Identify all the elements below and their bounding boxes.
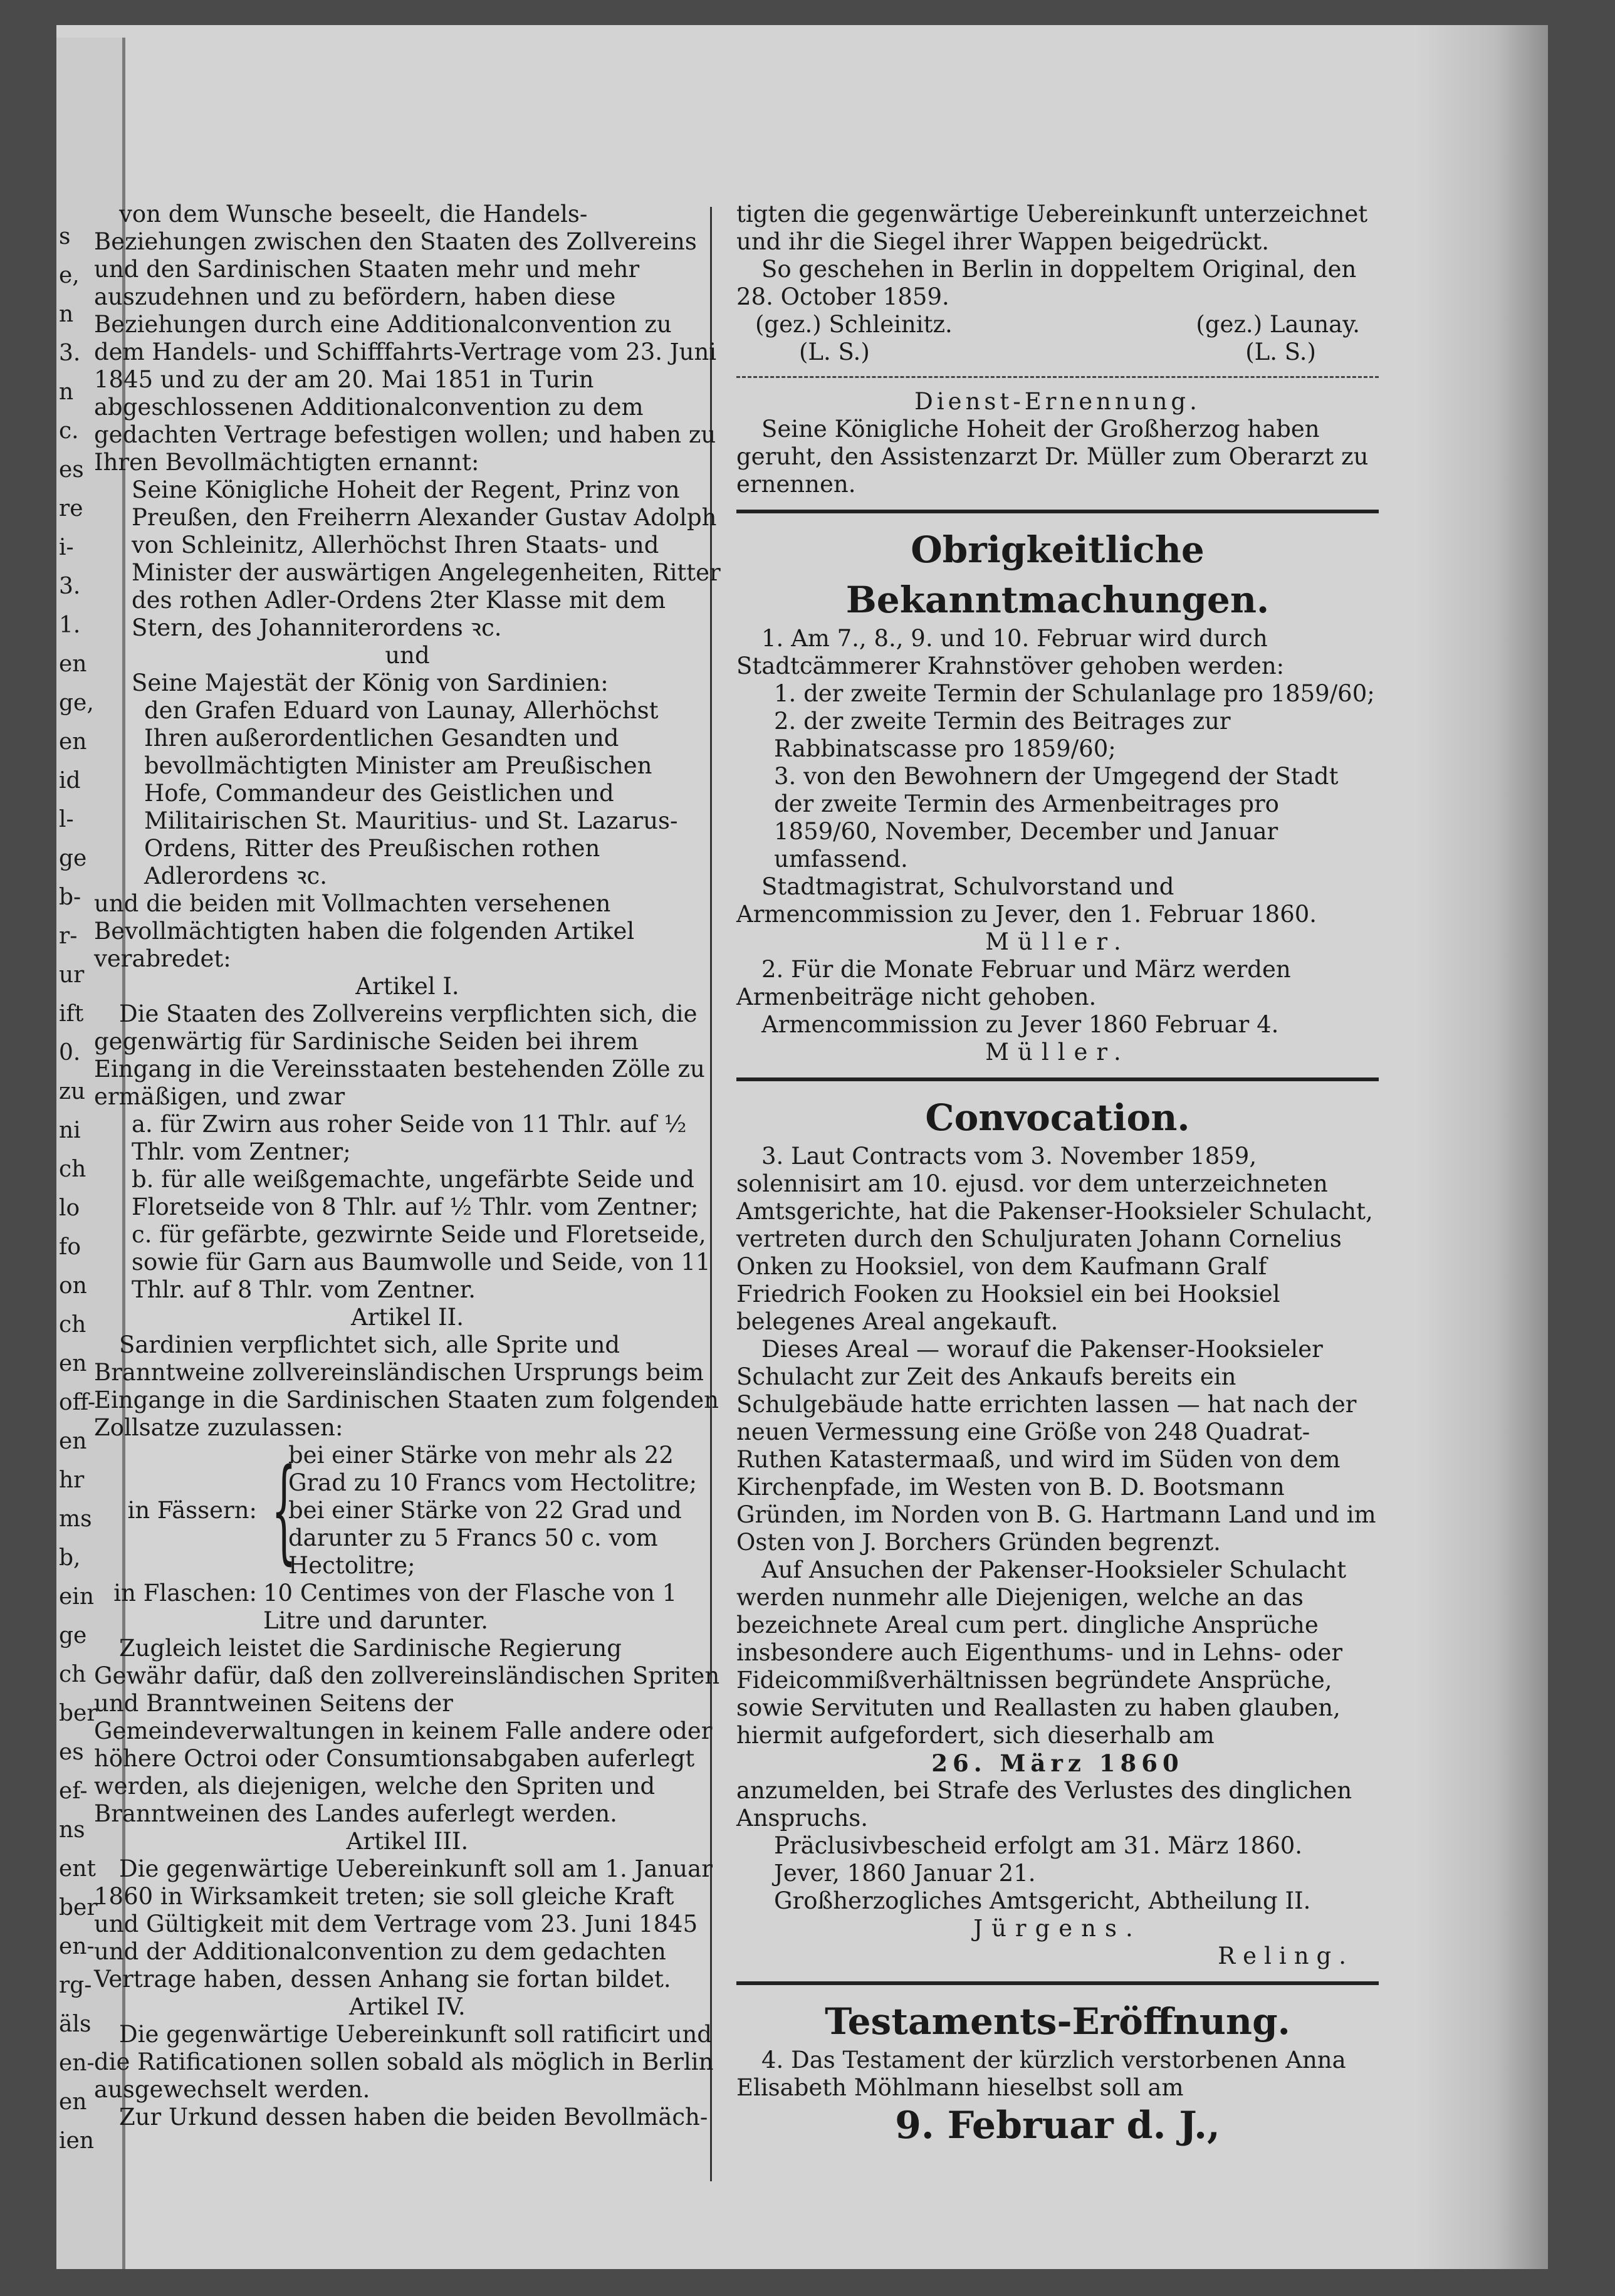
notice-1-item-1: 1. der zweite Termin der Schulanlage pro 1859/60; — [774, 680, 1375, 707]
facing-page-fragment: zu — [59, 1079, 86, 1104]
facing-page-fragment: hr — [59, 1467, 85, 1493]
divider-thick-2 — [736, 1077, 1379, 1081]
facing-page-fragment: ni — [59, 1118, 81, 1143]
facing-page-fragment: 3. — [59, 574, 81, 599]
facing-page-fragment: off- — [59, 1390, 96, 1415]
prussia-plenipotentiary: Seine Königliche Hoheit der Regent, Prinz von Preußen, den Freiherrn Alexander Gustav Adolph von Schleinitz, Allerhöchst Ihren Staats- und Minister der auswärtigen Angelegenheiten, Ritter des rothen Adler-Ordens 2ter Klasse mit dem Stern, des Johanniterordens ꝛc. — [132, 476, 721, 641]
facing-page-fragment: ur — [59, 962, 85, 988]
treaty-continuation: tigten die gegenwärtige Uebereinkunft unterzeichnet und ihr die Siegel ihrer Wappen beigedrückt. — [736, 201, 1368, 255]
facing-page-fragment: ien — [59, 2128, 95, 2154]
right-column — [736, 201, 1379, 2149]
facing-page-fragment: es — [59, 1739, 84, 1765]
convocation-anmelden: anzumelden, bei Strafe des Verlustes des dinglichen Anspruchs. — [736, 1777, 1352, 1832]
reling-signature: Reling. — [1218, 1942, 1354, 1969]
page-edge-shadow — [1416, 25, 1548, 2269]
signature-launay: (gez.) Launay. — [1196, 311, 1360, 338]
article-1-title: Artikel I. — [355, 973, 459, 1000]
facing-page-fragment: e, — [59, 263, 80, 288]
facing-page-fragment: b- — [59, 884, 81, 910]
facing-page-fragment: ber — [59, 1701, 98, 1726]
faesser-rates — [288, 1442, 721, 1580]
left-column — [94, 201, 721, 2131]
convocation-place-date: Jever, 1860 Januar 21. — [774, 1860, 1036, 1887]
facing-page-fragment: ch — [59, 1156, 86, 1182]
brace-icon: { — [271, 1445, 297, 1576]
urkund-line: Zur Urkund dessen haben die beiden Bevollmäch- — [119, 2104, 708, 2131]
divider-thick-3 — [736, 1981, 1379, 1985]
facing-page-fragment: ms — [59, 1506, 92, 1532]
facing-page-fragment: 1. — [59, 612, 81, 638]
newspaper-page — [56, 25, 1548, 2269]
facing-page-fragment: ge — [59, 846, 87, 871]
convocation-ansuchen: Auf Ansuchen der Pakenser-Hooksieler Schulacht werden nunmehr alle Diejenigen, welche an das bezeichnete Areal cum pert. dingliche Ansprüche insbesondere auch Eigenthums- und in Lehns- oder Fideicommißverhältnissen begründete Ansprüche, sowie Servituten und Reallasten zu haben glauben, hiermit aufgefordert, sich dieserhalb am — [736, 1556, 1347, 1749]
facing-page-fragment: l- — [59, 807, 74, 832]
convocation-3: 3. Laut Contracts vom 3. November 1859, solennisirt am 10. ejusd. vor dem unterzeichneten Amtsgerichte, hat die Pakenser-Hooksieler Schulacht, vertreten durch den Schuljuraten Johann Cornelius Onken zu Hooksiel, von dem Kaufmann Gralf Friedrich Fooken zu Hooksiel ein bei Hooksiel belegenes Areal angekauft. — [736, 1143, 1373, 1335]
mueller-signature-2: Müller. — [985, 1039, 1130, 1066]
testament-heading: Testaments-Eröffnung. — [825, 2000, 1290, 2043]
facing-page-fragment: äls — [59, 2011, 91, 2037]
article-1-item-c: c. für gefärbte, gezwirnte Seide und Floretseide, sowie für Garn aus Baumwolle und Seide, von 11 Thlr. auf 8 Thlr. vom Zentner. — [132, 1221, 711, 1303]
facing-page-fragment: ent — [59, 1856, 96, 1882]
article-1-item-a: a. für Zwirn aus roher Seide von 11 Thlr. auf ½ Thlr. vom Zentner; — [132, 1111, 687, 1165]
dienst-title: Dienst-Ernennung. — [914, 388, 1201, 415]
facing-page-fragment: i- — [59, 535, 74, 560]
article-2-text: Sardinien verpflichtet sich, alle Sprite und Branntweine zollvereinsländischen Ursprungs beim Eingange in die Sardinischen Staaten zum folgenden Zollsatze zuzulassen: — [94, 1331, 719, 1441]
notice-2-signature: Armencommission zu Jever 1860 Februar 4. — [761, 1011, 1279, 1038]
facing-page-fragment: ch — [59, 1312, 86, 1338]
facing-page-fragment: s — [59, 224, 71, 249]
juergens-signature: Jürgens. — [973, 1915, 1142, 1942]
intro-paragraph: von dem Wunsche beseelt, die Handels-Beziehungen zwischen den Staaten des Zollvereins und den Sardinischen Staaten mehr und mehr auszudehnen und zu befördern, haben diese Beziehungen durch eine Additionalconvention zu dem Handels- und Schifffahrts-Vertrage vom 23. Juni 1845 und zu der am 20. Mai 1851 in Turin abgeschlossenen Additionalconvention zu dem gedachten Vertrage befestigen wollen; und haben zu Ihren Bevollmächtigten ernannt: — [94, 201, 717, 476]
facing-page-fragment: ein — [59, 1584, 95, 1610]
flaschen-rate: 10 Centimes von der Flasche von 1 Litre und darunter. — [263, 1580, 677, 1634]
facing-page-fragment: 0. — [59, 1040, 81, 1066]
sardinia-plenipotentiary: den Grafen Eduard von Launay, Allerhöchst Ihren außerordentlichen Gesandten und bevollmächtigten Minister am Preußischen Hofe, Commandeur des Geistlichen und Militairischen St. Mauritius- und St. Lazarus-Ordens, Ritter des Preußischen rothen Adlerordens ꝛc. — [144, 697, 678, 889]
facing-page-fragment: en — [59, 729, 87, 755]
notice-1-item-2: 2. der zweite Termin des Beitrages zur Rabbinatscasse pro 1859/60; — [774, 708, 1231, 762]
facing-page-fragment: en — [59, 1351, 87, 1376]
faesser-rate-2: bei einer Stärke von 22 Grad und darunter zu 5 Francs 50 c. vom Hectolitre; — [288, 1497, 682, 1579]
article-2-text-2: Zugleich leistet die Sardinische Regierung Gewähr dafür, daß den zollvereinsländischen Spriten und Branntweinen Seitens der Gemeindeverwaltungen in keinem Falle andere oder höhere Octroi oder Consumtionsabgaben auferlegt werden, als diejenigen, welche den Spriten und Branntweinen des Landes auferlegt werden. — [94, 1635, 720, 1827]
flaschen-label: in Flaschen: — [113, 1580, 257, 1607]
facing-page-fragment: n — [59, 379, 74, 405]
faesser-block — [94, 1442, 721, 1580]
signature-schleinitz: (gez.) Schleinitz. — [755, 311, 953, 338]
treaty-done: So geschehen in Berlin in doppeltem Original, den 28. October 1859. — [736, 256, 1357, 310]
facing-page-fragment: ber — [59, 1895, 98, 1921]
faesser-rate-1: bei einer Stärke von mehr als 22 Grad zu 10 Francs vom Hectolitre; — [288, 1442, 698, 1496]
dienst-text: Seine Königliche Hoheit der Großherzog haben geruht, den Assistenzarzt Dr. Müller zum Oberarzt zu ernennen. — [736, 416, 1369, 498]
convocation-date: 26. März 1860 — [931, 1749, 1184, 1777]
facing-page-fragment: id — [59, 768, 81, 794]
facing-page-fragment: c. — [59, 418, 79, 444]
divider-thick — [736, 510, 1379, 513]
notice-2: 2. Für die Monate Februar und März werden Armenbeiträge nicht gehoben. — [736, 956, 1291, 1010]
facing-page-fragment: ift — [59, 1001, 84, 1027]
mueller-signature-1: Müller. — [985, 928, 1130, 955]
testament-4: 4. Das Testament der kürzlich verstorbenen Anna Elisabeth Möhlmann hieselbst soll am — [736, 2047, 1346, 2101]
faesser-label: in Fässern: — [127, 1497, 257, 1524]
facing-page-fragment: en — [59, 651, 87, 677]
notice-1-signature: Stadtmagistrat, Schulvorstand und Armencommission zu Jever, den 1. Februar 1860. — [736, 873, 1317, 928]
facing-page-fragment: ef- — [59, 1778, 88, 1804]
facing-page-fragment: re — [59, 496, 83, 522]
testament-date: 9. Februar d. J., — [895, 2104, 1220, 2147]
facing-page-fragment: r- — [59, 923, 78, 949]
seal-1: (L. S.) — [799, 338, 870, 365]
article-1-text: Die Staaten des Zollvereins verpflichten sich, die gegenwärtig für Sardinische Seiden bei ihrem Eingang in die Vereinsstaaten bestehenden Zölle zu ermäßigen, und zwar — [94, 1000, 705, 1110]
divider-dashed — [736, 376, 1379, 378]
convocation-heading: Convocation. — [925, 1096, 1190, 1139]
convocation-praeclusiv: Präclusivbescheid erfolgt am 31. März 1860. — [774, 1832, 1303, 1859]
facing-page-fragment: b, — [59, 1545, 81, 1571]
facing-page-fragment: en — [59, 2089, 87, 2115]
facing-page-fragment: lo — [59, 1195, 80, 1221]
und-connector: und — [385, 642, 430, 669]
article-3-text: Die gegenwärtige Uebereinkunft soll am 1. Januar 1860 in Wirksamkeit treten; sie soll gleiche Kraft und Gültigkeit mit dem Vertrage vom 23. Juni 1845 und der Additionalconvention zu dem gedachten Vertrage haben, dessen Anhang sie fortan bildet. — [94, 1855, 713, 1993]
seals — [736, 338, 1379, 366]
article-1-item-b: b. für alle weißgemachte, ungefärbte Seide und Floretseide von 8 Thlr. auf ½ Thlr. vom Zentner; — [132, 1166, 699, 1220]
facing-page-fragment: ge — [59, 1623, 87, 1649]
facing-page-fragment: es — [59, 457, 84, 483]
obrigkeitliche-heading: Obrigkeitliche Bekanntmachungen. — [845, 528, 1270, 621]
notice-1-item-3: 3. von den Bewohnern der Umgegend der Stadt der zweite Termin des Armenbeitrages pro 1859/60, November, December und Januar umfassend. — [774, 763, 1339, 873]
facing-page-fragment: 3. — [59, 340, 81, 366]
notice-1: 1. Am 7., 8., 9. und 10. Februar wird durch Stadtcämmerer Krahnstöver gehoben werden: — [736, 625, 1285, 679]
flaschen-block — [94, 1580, 721, 1635]
facing-page-fragment: on — [59, 1273, 87, 1299]
article-3-title: Artikel III. — [346, 1828, 469, 1855]
convocation-court: Großherzogliches Amtsgericht, Abtheilung II. — [774, 1887, 1311, 1914]
facing-page-fragment: en- — [59, 2050, 95, 2076]
article-2-title: Artikel II. — [350, 1304, 464, 1331]
facing-page-fragment: fo — [59, 1234, 81, 1260]
sardinia-heading: Seine Majestät der König von Sardinien: — [132, 669, 609, 696]
agreed-paragraph: und die beiden mit Vollmachten versehenen Bevollmächtigten haben die folgenden Artikel verabredet: — [94, 890, 635, 972]
seal-2: (L. S.) — [1245, 338, 1316, 365]
facing-page-fragment: rg- — [59, 1973, 92, 1998]
facing-page-fragment: ns — [59, 1817, 85, 1843]
signatures — [736, 311, 1379, 338]
facing-page-fragment: en — [59, 1428, 87, 1454]
facing-page-fragment: ge, — [59, 690, 94, 716]
facing-page-fragment: en- — [59, 1934, 95, 1959]
convocation-areal: Dieses Areal — worauf die Pakenser-Hooksieler Schulacht zur Zeit des Ankaufs bereits ein Schulgebäude hatte errichten lassen — hat nach der neuen Vermessung eine Größe von 248 Quadrat-Ruthen Katastermaaß, und wird im Süden von dem Kirchenpfade, im Westen von B. D. Bootsmann Gründen, im Norden von B. G. Hartmann Land und im Osten von J. Borchers Gründen begrenzt. — [736, 1336, 1376, 1556]
article-4-title: Artikel IV. — [349, 1993, 466, 2020]
article-4-text: Die gegenwärtige Uebereinkunft soll ratificirt und die Ratificationen sollen sobald als möglich in Berlin ausgewechselt werden. — [94, 2021, 714, 2103]
facing-page-fragment: ch — [59, 1662, 86, 1687]
facing-page-fragment: n — [59, 301, 74, 327]
